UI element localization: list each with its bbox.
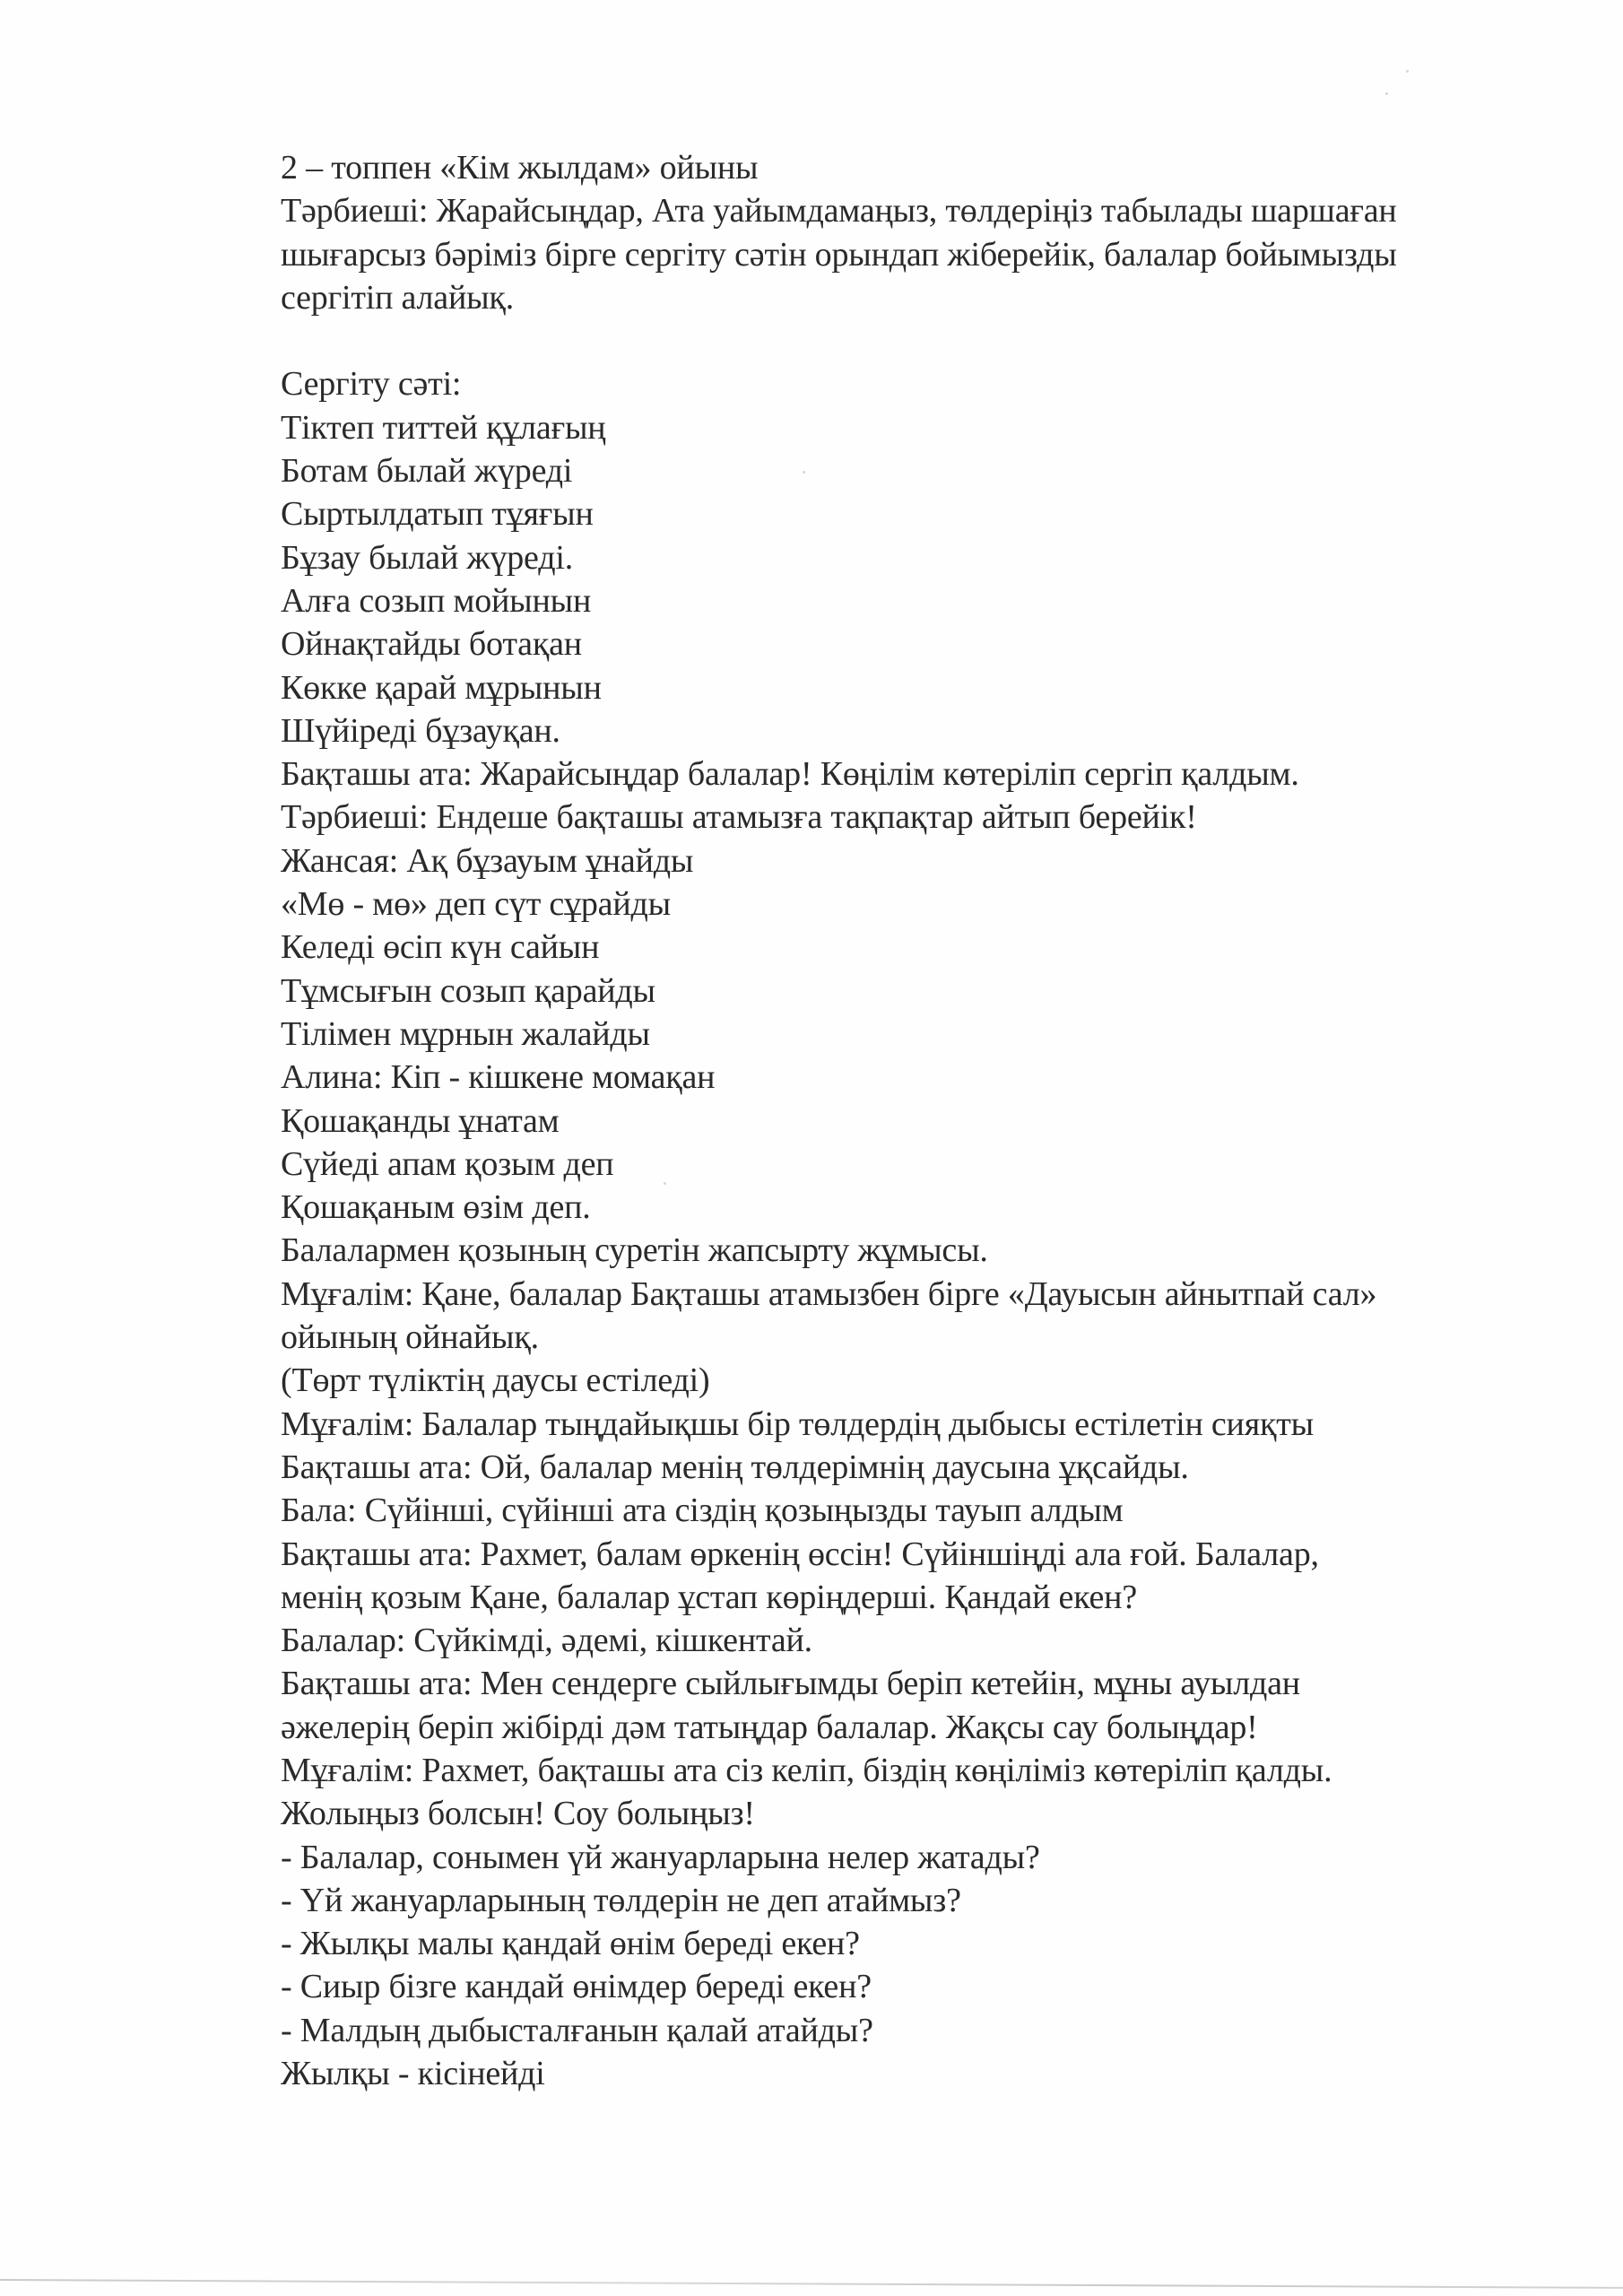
text-line: менің қозым Қане, балалар ұстап көріңдерші. Қандай екен? — [281, 1578, 1137, 1616]
dialogue-line: Балалар: Сүйкімді, әдемі, кішкентай. — [281, 1622, 812, 1660]
poem-line: Сүйеді апам қозым деп — [281, 1144, 614, 1183]
question-line: - Малдың дыбысталғанын қалай атайды? — [281, 2011, 873, 2049]
poem-line: «Мө - мө» деп сүт сұрайды — [281, 885, 671, 924]
dialogue-line: Мұғалім: Рахмет, бақташы ата сіз келіп, біздің көңіліміз көтеріліп қалды. — [281, 1751, 1332, 1789]
poem-line: Келеді өсіп күн сайын — [281, 928, 600, 967]
stage-direction: (Төрт түліктің даусы естіледі) — [281, 1361, 710, 1400]
scan-speck — [1385, 92, 1388, 95]
question-line: - Сиыр бізге кандай өнімдер береді екен? — [281, 1968, 872, 2006]
text-line: ойының ойнайық. — [281, 1318, 539, 1357]
dialogue-line: Бала: Сүйінші, сүйінші ата сіздің қозыңызды тауып алдым — [281, 1492, 1124, 1530]
poem-line: Ботам былай жүреді — [281, 452, 573, 491]
poem-line: Қошақанды ұнатам — [281, 1101, 560, 1140]
text-line: Балалармен қозының суретін жапсырту жұмысы. — [281, 1231, 988, 1270]
question-line: - Үй жануарларының төлдерін не деп атаймыз? — [281, 1881, 961, 1919]
text-line: Жолыңыз болсын! Соу болыңыз! — [281, 1795, 755, 1833]
dialogue-line: Жансая: Ақ бұзауым ұнайды — [281, 841, 694, 880]
poem-line: Тілімен мұрнын жалайды — [281, 1014, 650, 1053]
question-line: - Балалар, сонымен үй жануарларына нелер жатады? — [281, 1838, 1040, 1876]
dialogue-line: Алина: Кіп - кішкене момақан — [281, 1058, 716, 1097]
section-title: 2 – топпен «Кім жылдам» ойыны — [281, 149, 759, 187]
scan-speck — [1406, 70, 1409, 73]
dialogue-line: Мұғалім: Балалар тыңдайықшы бір төлдердің дыбысы естілетін сияқты — [281, 1405, 1314, 1443]
text-line: әжелерің беріп жібірді дәм татыңдар балалар. Жақсы сау болыңдар! — [281, 1708, 1258, 1746]
text-line: Тәрбиеші: Жарайсыңдар, Ата уайымдамаңыз, төлдеріңіз табылады шаршаған — [281, 192, 1397, 230]
poem-line: Көкке қарай мұрынын — [281, 668, 602, 707]
text-line: сергітіп алайық. — [281, 278, 514, 317]
poem-line: Сыртылдатып тұяғын — [281, 495, 594, 534]
dialogue-line: Бақташы ата: Ой, балалар менің төлдерімнің даусына ұқсайды. — [281, 1448, 1189, 1486]
dialogue-line: Бақташы ата: Мен сендерге сыйлығымды беріп кетейін, мұны ауылдан — [281, 1665, 1300, 1703]
poem-line: Тұмсығын созып қарайды — [281, 971, 655, 1010]
document-body — [281, 146, 1536, 2095]
poem-line: Ойнақтайды ботақан — [281, 625, 582, 664]
poem-line: Қошақаным өзім деп. — [281, 1188, 591, 1227]
question-line: - Жылқы малы қандай өнім береді екен? — [281, 1925, 860, 1963]
subheading: Сергіту сәті: — [281, 365, 462, 404]
answer-line: Жылқы - кісінейді — [281, 2055, 545, 2093]
poem-line: Шүйіреді бұзауқан. — [281, 711, 560, 750]
poem-line: Тіктеп титтей құлағың — [281, 408, 606, 447]
scanner-edge-line — [0, 2279, 1623, 2289]
scan-speck — [803, 471, 805, 474]
scan-speck — [664, 1182, 666, 1185]
poem-line: Алға созып мойынын — [281, 581, 592, 620]
dialogue-line: Тәрбиеші: Ендеше бақташы атамызға тақпақтар айтып берейік! — [281, 798, 1197, 837]
dialogue-line: Бақташы ата: Рахмет, балам өркенің өссін! Сүйіншіңді ала ғой. Балалар, — [281, 1535, 1319, 1573]
dialogue-line: Бақташы ата: Жарайсыңдар балалар! Көңілім көтеріліп сергіп қалдым. — [281, 755, 1299, 794]
text-line: шығарсыз бәріміз бірге сергіту сәтін орындап жіберейік, балалар бойымызды — [281, 235, 1397, 274]
dialogue-line: Мұғалім: Қане, балалар Бақташы атамызбен бірге «Дауысын айнытпай сал» — [281, 1274, 1377, 1313]
blank-line — [281, 319, 1536, 362]
poem-line: Бұзау былай жүреді. — [281, 538, 574, 577]
